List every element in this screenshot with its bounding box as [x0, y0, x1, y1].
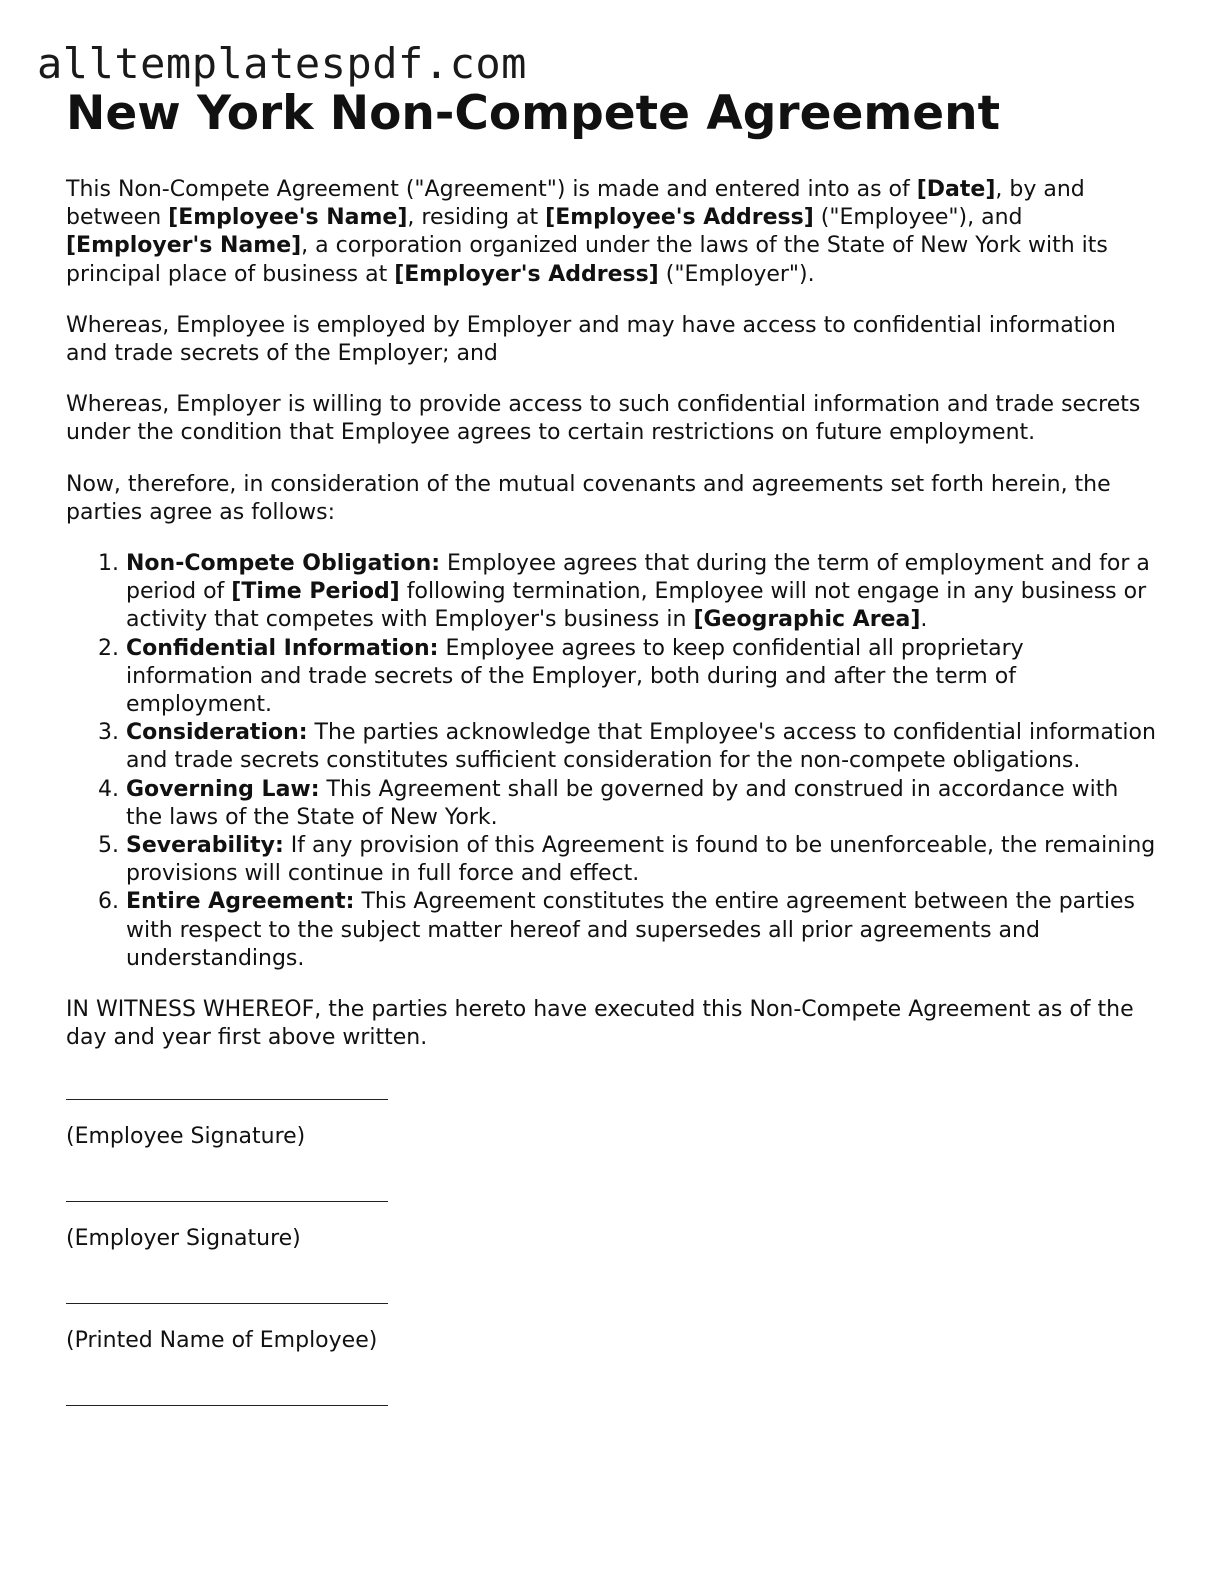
clause-non-compete [126, 550, 1156, 635]
clause-text: The parties acknowledge that Employee's access to confidential information and trade secrets constitutes sufficient consideration for the non-compete obligations. [126, 720, 1156, 774]
clause-title: Entire Agreement: [126, 889, 355, 915]
clause-severability [126, 832, 1156, 888]
clause-text: Employee agrees that during the term of employment and for a period of [126, 551, 1150, 605]
employer-address-placeholder: [Employer's Address] [394, 261, 659, 287]
clause-confidential-information [126, 635, 1156, 720]
geographic-area-placeholder: [Geographic Area] [693, 607, 921, 633]
clause-title: Non-Compete Obligation: [126, 551, 441, 577]
clause-text: This Agreement shall be governed by and construed in accordance with the laws of the State of New York. [126, 776, 1119, 830]
clause-title: Confidential Information: [126, 635, 439, 661]
employer-name-placeholder: [Employer's Name] [66, 233, 302, 259]
clause-text: If any provision of this Agreement is found to be unenforceable, the remaining provisions will continue in full force and effect. [126, 833, 1156, 887]
printed-name-employee-label: (Printed Name of Employee) [66, 1328, 378, 1354]
intro-text: , residing at [407, 205, 546, 231]
intro-text: ("Employee"), and [813, 205, 1023, 231]
clause-text: This Agreement constitutes the entire agreement between the parties with respect to the subject matter hereof and supersedes all prior agreements and understandings. [126, 889, 1135, 971]
now-therefore-paragraph: Now, therefore, in consideration of the mutual covenants and agreements set forth herein, the parties agree as follows: [66, 471, 1111, 525]
clause-list [66, 550, 1156, 973]
document-page [66, 84, 1156, 1406]
clause-text: following termination, Employee will not engage in any business or activity that competes with Employer's business in [126, 579, 1147, 633]
clause-title: Consideration: [126, 720, 308, 746]
employee-signature-label: (Employee Signature) [66, 1124, 306, 1150]
printed-name-employee-line[interactable] [66, 1303, 388, 1304]
whereas-paragraph-1: Whereas, Employee is employed by Employer and may have access to confidential information and trade secrets of the Employer; and [66, 312, 1116, 367]
employer-signature-label: (Employer Signature) [66, 1226, 301, 1252]
employer-signature-line[interactable] [66, 1201, 388, 1202]
page-title: New York Non-Compete Agreement [66, 86, 1001, 141]
employee-signature-line[interactable] [66, 1099, 388, 1100]
clause-entire-agreement [126, 888, 1156, 973]
intro-text: This Non-Compete Agreement ("Agreement") is made and entered into as of [66, 177, 917, 202]
signature-block [66, 1099, 1156, 1406]
clause-title: Severability: [126, 833, 284, 859]
employee-address-placeholder: [Employee's Address] [545, 205, 814, 231]
employee-name-placeholder: [Employee's Name] [168, 205, 408, 231]
date-placeholder: [Date] [916, 177, 996, 202]
clause-title: Governing Law: [126, 776, 320, 802]
watermark: alltemplatespdf.com [37, 39, 527, 88]
intro-text: , a corporation organized under the laws of the State of New York with its principal place of business at [66, 233, 1108, 287]
intro-text: ("Employer"). [658, 261, 815, 287]
time-period-placeholder: [Time Period] [231, 579, 400, 605]
clause-text: . [920, 607, 928, 633]
additional-signature-line[interactable] [66, 1405, 388, 1406]
clause-consideration [126, 719, 1156, 775]
witness-paragraph: IN WITNESS WHEREOF, the parties hereto have executed this Non-Compete Agreement as of the day and year first above written. [66, 997, 1134, 1051]
clause-text: Employee agrees to keep confidential all proprietary information and trade secrets of the Employer, both during and after the term of employment. [126, 635, 1024, 718]
intro-text: , by and between [66, 177, 1085, 231]
intro-paragraph [66, 176, 1156, 289]
whereas-paragraph-2: Whereas, Employer is willing to provide access to such confidential information and trade secrets under the condition that Employee agrees to certain restrictions on future employment. [66, 392, 1141, 446]
clause-governing-law [126, 776, 1156, 832]
